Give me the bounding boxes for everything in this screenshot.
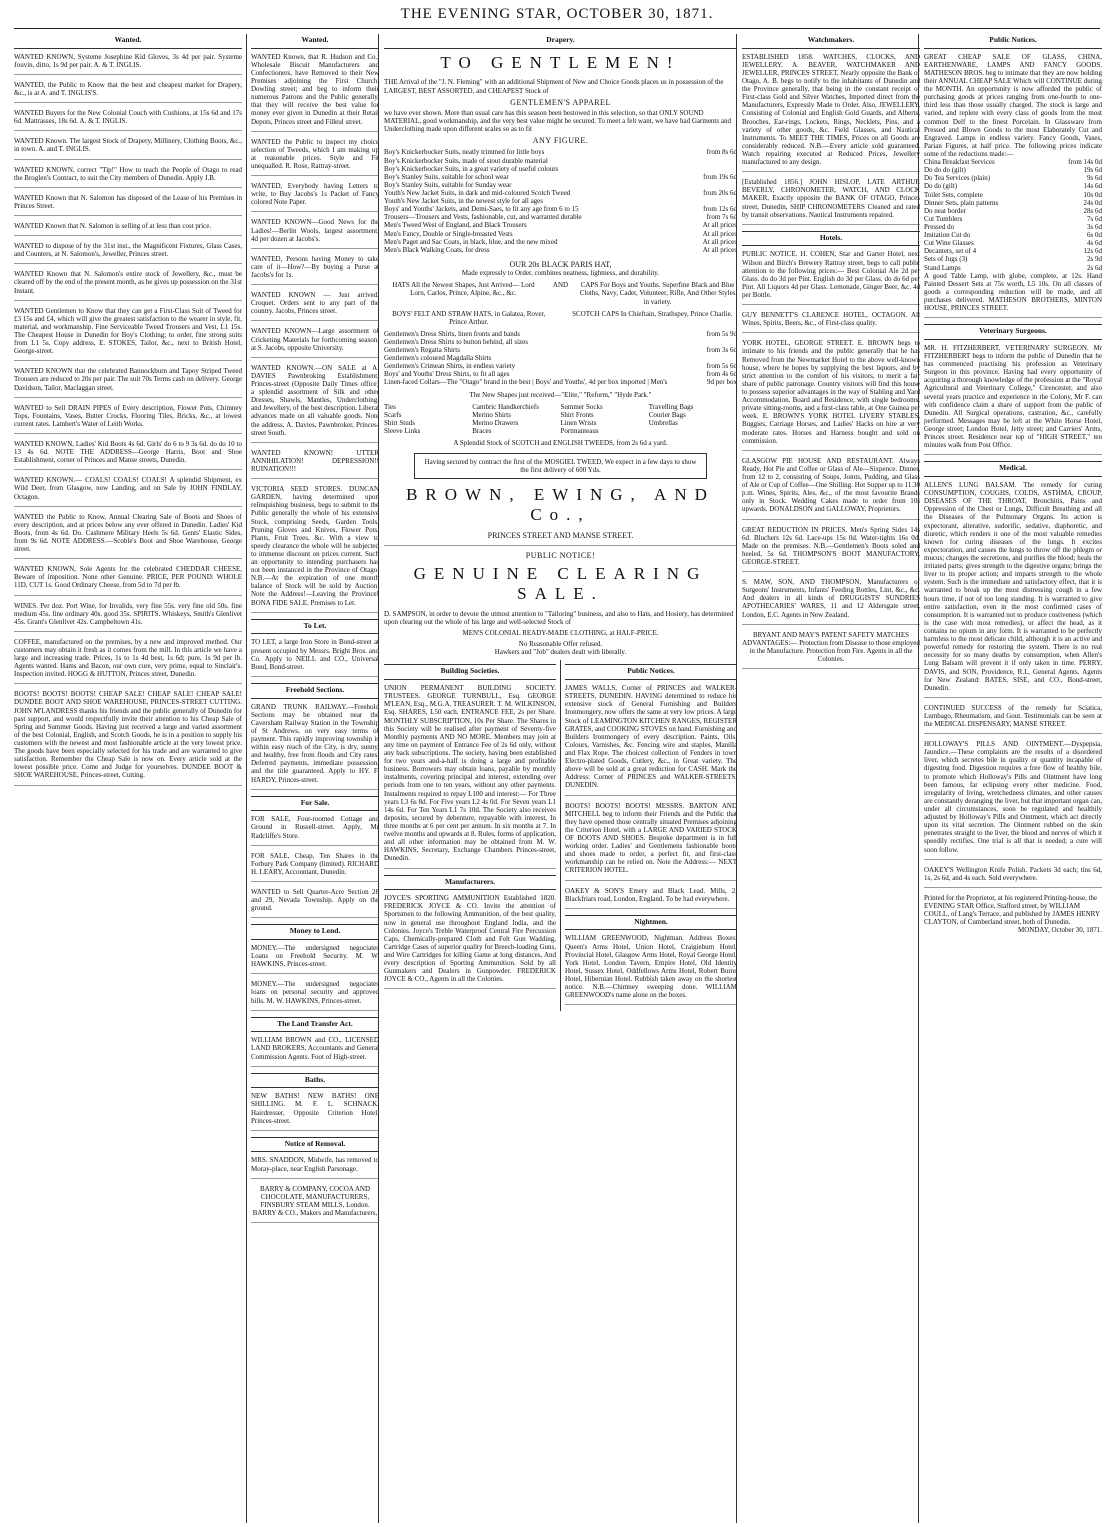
barton-ad: BOOTS! BOOTS! BOOTS! MESSRS. BARTON AND MITCHELL beg to inform their Friends and the Public that they have opened those centrally situated Premises adjoining the Criterion Hotel, with a LARGE AND VARIED STOCK OF BOOTS AND SHOES. Bespoke department is in full working order. Ladies' and Gentlemens fashionable boots and shoes made to order, a perfect fit, and first-class workmanship can be relied on. Note the Address:— NEXT CRITERION HOTEL.: [565, 802, 737, 881]
item-entry: Umbrellas: [648, 418, 678, 427]
wanted-ad: [14, 404, 242, 434]
forsale-ad-text: WANTED to Sell Quarter-Acre Section 28 and 29, Nevada Township. Apply on the ground.: [251, 887, 379, 913]
wanted-ad-text: WANTED to Sell DRAIN PIPES of Every description, Flower Pots, Chimney Tops, Fountains, Vases, Butter Crocks, Flooring Tiles, Bricks, &c., at lowest current rates. Lambert's Water of Leith Works.: [14, 403, 242, 428]
suit-row-price: from 20s 6d: [703, 189, 737, 198]
sampson-text: D. SAMPSON, in order to devote the utmost attention to "Tailoring" business, and also to Hats, and Hosiery, has determined upon clearing out the whole of his large and well-selected Stock of: [384, 609, 734, 626]
wanted-ad: [14, 137, 242, 159]
item-entry: [649, 427, 737, 435]
shirt-row: [384, 338, 737, 346]
price-row-label: Dinner Sets, plain patterns: [924, 198, 999, 207]
wanted-ad-2-text: WANTED, Everybody having Letters to write, to Buy Jacobs's 1s Packet of Fancy colored Note Paper.: [251, 182, 379, 207]
suit-row: [384, 181, 737, 189]
section-header-manufacturers: Manufacturers.: [384, 875, 556, 891]
section-header-watchmakers: Watchmakers.: [742, 34, 920, 49]
shirt-row-label: Linen-faced Collars—The "Otago" brand in the best | Boys' and Youths', 4d per box imported | Men's: [384, 378, 668, 387]
suit-row: [384, 157, 737, 165]
suit-row-price: At all prices: [702, 221, 737, 230]
suit-row: [384, 197, 737, 205]
wanted-ad-text: WANTED KNOWN, Sole Agents for the celebrated CHEDDAR CHEESE, Beware of imposition. None other Genuine. PRICE, PER POUND: WHOLE 11D, CUT 1s. Good Ordinary Cheese, from 5d to 7d per lb.: [14, 565, 242, 590]
subcolumn-right: [560, 660, 737, 1011]
item-entry: Sleeve Links: [384, 427, 421, 436]
suit-row: [384, 165, 737, 173]
mens-clothing-line: MEN'S COLONIAL READY-MADE CLOTHING, at HALF-PRICE.: [462, 629, 659, 638]
section-header-nightmen: Nightmen.: [565, 915, 737, 931]
section-header-baths: Baths.: [251, 1073, 379, 1089]
section-header-freehold: Freehold Sections.: [251, 683, 379, 699]
shirt-row-label: Boys' and Youths' Dress Shirts, to fit all ages: [384, 370, 510, 379]
matheson-ad: GREAT CHEAP SALE OF GLASS, CHINA, EARTHENWARE, LAMPS AND FANCY GOODS. MATHESON BROS. beg to intimate that they are now holding their ANNUAL CHEAP SALE Which will CONTINUE during the MONTH. An opportunity is now afforded the public of purchasing goods at prices ranging from one-fourth to one-third less than those usually charged. The stock is large and varied, and replete with every class of goods from the most common Delf to the finest Porcelain. In Glassware from Pressed and Blown Goods to the most Elaborately Cut and Engraved. Lamps in endless variety. Fancy Goods, Vases, Parian Figures, at half price. The following prices indicate some of the reductions made:— China Breakfast Services from 14s 0d Do do do (gilt) 19s 6d Do Tea Services (plain) 9s 6d Do do (gilt) 14s 6d Toilet Sets, complete 10s 0d Dinner Sets, plain patterns 24s 0d Do neat border 28s 6d Cut Tumblers 7s 6d Pressed do 3s 6d Imitation Cut do 6s 0d Cut Wine Glasses 4s 6d Decanters, set of 4 12s 6d Sets of Jugs (3) 2s 9d Stand Lamps 2s 6d A good Table Lamp, with globe, complete, at 12s. Hand Painted Dessert Sets at 75s worth, L5 10s. On all classes of goods a corresponding reduction will be made, and all purchases delivered. MATHESON BROTHERS, MINTON HOUSE, PRINCES STREET.: [924, 53, 1102, 319]
price-row-label: Imitation Cut do: [924, 231, 971, 240]
price-row-label: Pressed do: [924, 222, 955, 231]
suit-row: [384, 238, 737, 246]
union-ad: UNION PERMANENT BUILDING SOCIETY. TRUSTEES. GEORGE TURNBULL, Esq. GEORGE M'LEAN, Esq., M.G.A. TREASURER. T. M. WILKINSON, Esq. SHARES, L50 each. ENTRANCE FEE, 2s per Share. MONTHLY SUBSCRIPTION, 10s Per Share. The Shares in this Society will be realised after payment of Seventy-five Monthly payments AND NO MORE. Members may join at any time on payment of Entrance Fee of 2s 6d only, without any back subscriptions. The society, having been established for two years and-a-half is doing a large and profitable business. Borrowers may obtain loans, payable by monthly instalments, covering principal and interest, extending over periods from one to ten years, without any other payments. Instalments required to repay L100 and interest:— For Three years L3 6s 8d. For Five years L2 4s 0d. For Seven years L1 14s 6d. For Ten Years L1 7s 10d. The Society also receives deposits, secured by debenture, repayable with interest, In three months at 6 per cent per annum. In six months at 7. In twelve months and upwards at 8. Rules, forms of application, and all other information may be obtained from M. W. HAWKINS, Secretary, Exchange Chambers Princes-street, Dunedin.: [384, 684, 556, 868]
price-row-label: Cut Tumblers: [924, 214, 963, 223]
wanted-ad-text: WANTED Gentlemen to Know that they can get a First-Class Suit of Tweed for £3 15s and £4, which will give the greatest satisfaction to the wearer in style, fit, material, and workmanship. Fine Serviceable Tweed Trousers and Vest, L1 15s. The Cheapest House in Dunedin for Boy's Clothing; to order, fine strong suits from L1 5s. Copy address, E. STOKES, Tailor, &c., next to British Hotel, George-street.: [14, 306, 242, 356]
suit-row-price: from 8s 6d: [706, 148, 737, 157]
wanted-ad-2-text: WANTED KNOWN—Good News for the Ladies!—Berlin Wools, largest assortment, 4d per dozen at Jacobs's.: [251, 218, 379, 243]
money-ad: [251, 944, 379, 974]
wanted-ad: [14, 166, 242, 188]
hawkers-line: Hawkers and "Job" dealers dealt with liberally.: [494, 648, 627, 657]
wanted-ad: [14, 690, 242, 785]
matheson-price-list: [924, 158, 1102, 272]
shirt-row-label: Gentlemen's Crimean Shirts, in endless variety: [384, 362, 516, 371]
paris-hat-title: OUR 20s BLACK PARIS HAT,: [509, 259, 612, 269]
wanted-ad-2-text: WANTED, Persons having Money to take care of it—How?—By buying a Purse at Jacobs's for 1s.: [251, 254, 379, 279]
section-header-forsale: For Sale.: [251, 796, 379, 812]
price-row: [924, 199, 1102, 207]
to-gentlemen-title: TO GENTLEMEN!: [440, 52, 681, 72]
column-wanted-2: [246, 34, 379, 1523]
suit-row-label: Youth's New Jacket Suits, in dark and mid-coloured Scotch Tweed: [384, 189, 571, 198]
wanted-ad-text: WANTED KNOWN that the celebrated Bannockburn and Tapoy Striped Tweed Trousers are reduced to 20s per pair. The suit 70s Terms cash on delivery. George Davidson, Tailor, Maclaggan street.: [14, 367, 242, 392]
tweeds-line: A Splendid Stock of SCOTCH and ENGLISH TWEEDS, from 2s 6d a yard.: [453, 439, 668, 448]
price-row: [924, 207, 1102, 215]
bryant-ad: BRYANT AND MAY'S PATENT SAFETY MATCHES ADVANTAGES:— Protection from Disease to those employed in the Manufacture. Protection from Fire. Agents in all the Colonies.: [742, 631, 920, 669]
section-header-veterinary: Veterinary Surgeons.: [924, 324, 1102, 340]
price-row-label: Cut Wine Glasses: [924, 239, 974, 248]
suit-row-price: from 19s 6d: [703, 172, 737, 181]
price-row-price: 28s 6d: [1083, 206, 1102, 215]
brown-ewing-title: BROWN, EWING, AND Co.,: [406, 485, 715, 525]
section-header-money: Money to Lend.: [251, 924, 379, 940]
suit-row-label: Men's Paget and Sac Coats, in black, blue, and the new mixed: [384, 237, 558, 246]
wanted-ad: [14, 602, 242, 632]
caps-block: CAPS For Boys and Youths. Superfine Black and Blue Cloths, Navy, Cadet, Volunteer, Rifle, And Other Styles in variety.: [579, 281, 736, 306]
wanted-ad-text: WANTED Known that N. Salomon has disposed of the Lease of his Premises in Princes Street.: [14, 193, 242, 210]
money-ad: [251, 980, 379, 1010]
york-ad: YORK HOTEL, GEORGE STREET. E. BROWN begs to intimate to his friends and the public generally that he has Removed from the Newmarket Hotel to the above well-known house, where he hopes by supplying the best liquors, and by strict attention to the comfort of his visitors, to merit a fair share of public patronage. Country visitors will find this house to possess superior advantages in the way of Stabling and Yard Accommodation. Board and Residence, with single bedrooms, private sitting-rooms, and a first-class table, at One Guinea per week. E. BROWN'S YORK HOTEL LIVERY STABLES, Buggies, Carriage Horses, and Ladies' Hacks on hire at very moderate rates. Horses and Harness bought and sold on commission.: [742, 339, 920, 450]
wanted-ad: [14, 638, 242, 685]
suit-row: [384, 230, 737, 238]
suit-row-label: Boy's Knickerbocker Suits, in a great variety of useful colours: [384, 164, 559, 173]
price-row-label: Do do (gilt): [924, 182, 958, 191]
wanted-ad-2: [251, 291, 379, 321]
price-row: [924, 223, 1102, 231]
shirt-row-label: Gentlemen's Dress Shirts to button behind, all sizes: [384, 337, 528, 346]
wanted-ad-text: WANTED KNOWN.— COALS! COALS! COALS! A splendid Shipment, ex Wild Deer, from Glasgow, now Landing, and on Sale by JOHN FINDLAY, Octagon.: [14, 476, 242, 501]
maw-ad: S. MAW, SON, AND THOMPSON, Manufacturers of Surgeons' Instruments, Infants' Feeding Bottles, Lint, &c., &c. And dealers in all kinds of DRUGGISTS' SUNDRIES APOTHECARIES' WARES, 11 and 12 Aldersgate street, London, E.C. Agents in New Zealand.: [742, 578, 920, 625]
imprint-date: MONDAY, October 30, 1871.: [1018, 926, 1102, 935]
item-entry: Courier Bags: [648, 410, 686, 419]
price-row: [924, 215, 1102, 223]
item-entry: Braces: [472, 427, 492, 436]
suit-row-price: At all prices: [702, 229, 737, 238]
shirt-row-label: Gentlemen's Regatta Shirts: [384, 346, 460, 355]
price-row-price: 4s 6d: [1087, 239, 1102, 248]
wanted-ad-text: WINES. Per doz. Port Wine, for Invalids, very fine 55s. very fine old 50s. fine medium 45s. fine ordinary 40s. good 35s. SPIRITS. Whiskeys, Smith's Glenlivet 45s. Grant's Glenlivet 42s. Campbeltown 41s.: [14, 601, 242, 626]
holloway-ad: HOLLOWAY'S PILLS AND OINTMENT.—Dyspepsia, Jaundice.—These complaints are the results of a disordered liver, which secretes bile in quality or quantity incapable of digesting food. Digestion requires a free flow of healthy bile, to promote which Holloway's Pills and Ointment have long been famous, far eclipsing every other medicine. Food, irregularity of living, wretchedness climates, and other causes are constantly deranging the liver, but that important organ can, under all circumstances, soon be regulated and healthily adjusted by Holloway's Pills and Ointment, which act directly upon its vital secretion. The Ointment rubbed on the skin penetrates straight to the liver, the blood and nerves of which it speedily rectifies. One trial is all that is needed; a cure will soon follow.: [924, 740, 1102, 860]
wanted-ad-text: WANTED KNOWN, Ladies' Kid Boots 4s 6d. Girls' do 6 to 9 3s 6d. do do 10 to 13 4s 6d. NOTE THE ADDRESS—George Harris, Boot and Shoe Establishment, corner of Princes and Manse streets, Dunedin.: [14, 439, 242, 465]
price-row: [924, 255, 1102, 263]
removal-ad: MRS. SNADDON, Midwife, has removed to Moray-place, near English Parsonage.: [251, 1156, 379, 1178]
suit-row-label: Men's Fancy, Double or Single-breasted Vests: [384, 229, 513, 238]
price-row: [924, 182, 1102, 190]
wanted-ad: [14, 242, 242, 264]
column-public-notices: [918, 34, 1102, 1523]
wanted-ad-2-text: WANTED KNOWN.—ON SALE at A. DAVIES Pawnbroking Establishment, Princes-street (Opposite Daily Times office) a splendid assortment of Silk and other Dresses, Shawls, Mantles, Underclothing, and Jewellery, of the best description. Liberal advances made on all valuable goods. Note the address, A. Davies, Pawnbroker, Princes-street South.: [251, 363, 379, 437]
drapery-intro-2: we have ever shown. More than usual care has this season been bestowed in this selection, so that ONLY SOUND MATERIAL, good workmanship, and the very best value might be secured. To meet a felt want, we have had Garments and Underclothing made upon different scales so as to fit: [384, 108, 731, 134]
price-row-price: 12s 6d: [1083, 247, 1102, 256]
item-entry: Ties: [384, 402, 396, 411]
suit-row-label: Men's Black Walking Coats, for dress: [384, 245, 490, 254]
forsale-ad-text: FOR SALE, Cheap, Ten Shares in the Forbury Park Company (limited). RICHARD H. LEARY, Accountant, Dunedin.: [251, 851, 379, 876]
section-header-public-notices: Public Notices.: [924, 34, 1102, 49]
price-row-label: Stand Lamps: [924, 263, 961, 272]
wanted-ad: [14, 565, 242, 595]
price-row: [924, 166, 1102, 174]
apparel-heading: GENTLEMEN'S APPAREL: [510, 97, 611, 107]
wanted-ad-text: WANTED the Public to Know, Annual Clearing Sale of Boots and Shoes of every description, and at prices below any ever offered in Dunedin. Ladies' Kid Boots, from 4s 6d. Do. Cashmere Military Heels 5s 6d. Gents' Elastic Sides, from 9s 6d. NOTE ADDRESS.—Scoble's Boot and Shoe Warehouse, George street.: [14, 512, 242, 554]
price-row-price: 19s 6d: [1083, 166, 1102, 175]
price-row-label: Toilet Sets, complete: [924, 190, 983, 199]
price-row-label: Do do do (gilt): [924, 166, 966, 175]
shirt-row: [384, 362, 737, 370]
any-figure-heading: ANY FIGURE.: [532, 136, 589, 146]
public-notice-title: PUBLIC NOTICE!: [525, 551, 596, 561]
forsale-ad: [251, 852, 379, 882]
suit-row-price: from 12s 6d: [703, 205, 737, 214]
reduction-ad: GREAT REDUCTION IN PRICES. Men's Spring Sides 14s 6d. Bluchers 12s 6d. Lace-ups 15s 0d. Water-tights 16s 0d. Made on the premises. N.B.—Gentlemen's Boots soled and heeled, 5s 6d. THOMPSON'S BOOT MANUFACTORY, GEORGE-STREET.: [742, 526, 920, 573]
wanted-ad-2-text: WANTED the Public to inspect my choice selection of Tweeds, which I am making up at reasonable prices. Style and Fit unequalled. R. Rose, Rattray-street.: [251, 137, 379, 170]
price-row-label: Do Tea Services (plain): [924, 174, 991, 183]
brown-ewing-address: PRINCES STREET AND MANSE STREET.: [384, 531, 737, 546]
price-row-label: Decanters, set of 4: [924, 247, 977, 256]
tolet-ad: TO LET, a large Iron Store in Bond-street at present occupied by Messrs. Bright Bros. and Co. Apply to NEILL and CO., Universal Bond, Bond-street.: [251, 638, 379, 676]
wanted-ad: [14, 194, 242, 216]
shirt-row: [384, 330, 737, 338]
price-row-price: 7s 6d: [1087, 214, 1102, 223]
shirt-row: [384, 378, 737, 386]
suit-row-label: Boy's Stanley Suits, suitable for school wear: [384, 172, 509, 181]
hats-block: HATS All the Newest Shapes, Just Arrived— Lord Lorn, Carlos, Prince, Alpine, &c., &c.: [392, 281, 535, 298]
wanted-ad-2-text: WANTED KNOWN—Large assortment of Cricketing Materials for forthcoming season, at S. Jacobs, opposite University.: [251, 327, 379, 352]
subcolumn-left: [384, 660, 556, 1011]
forsale-ad: [251, 888, 379, 918]
suit-row: [384, 246, 737, 254]
cohen-ad: PUBLIC NOTICE. H. COHEN, Star and Garter Hotel, next Wilson and Birch's Brewery Rattray street, begs to call public attention to the following prices:— Best Colonial Ale 2d per Glass. do do 3d per Pint. English do 3d per Glass. do do 6d per Pint. All Liquors 4d per Glass. Lemonade, Ginger Beer, &c. 4d per Bottle.: [742, 250, 920, 305]
wanted-ad-2: [251, 364, 379, 443]
shirt-row-label: Gentlemen's coloured Magdalla Shirts: [384, 354, 492, 363]
column-drapery: [378, 34, 737, 1523]
bennett-ad: GUY BENNETT'S CLARENCE HOTEL, OCTAGON. All Wines, Spirits, Beers, &c., of First-class quality.: [742, 311, 920, 333]
shirt-row-price: 9d per box: [707, 378, 737, 387]
shirt-row-label: Gentlemen's Dress Shirts, linen fronts and bands: [384, 329, 520, 338]
new-shapes-line: The New Shapes just received—"Elite," "Reform," "Hyde Park.": [469, 390, 652, 399]
shirt-row-price: from 3s 6d: [706, 346, 737, 355]
section-header-land: The Land Transfer Act.: [251, 1017, 379, 1033]
wanted-ad: [14, 367, 242, 397]
straw-hats-block: BOYS' FELT AND STRAW HATS, in Galatea, Rover, Prince Arthur.: [392, 309, 546, 326]
item-entry: Summer Socks: [560, 402, 603, 411]
price-row-price: 2s 9d: [1087, 255, 1102, 264]
wanted-ad-2-text: WANTED KNOWN! UTTER ANNIHILATION! DEPRESSION!! RUINATION!!!: [251, 448, 379, 473]
masthead-rule: [14, 28, 1100, 29]
freehold-ad: GRAND TRUNK RAILWAY.—Freehold Sections may be obtained near the Caversham Railway Station in the Township of St Andrews, on very easy terms of payment. This rapidly improving township is within easy reach of the City, is dry, sunny, and healthy, free from floods and City rates. Deferred payments, immediate possession, and the title guaranteed. Apply to HY. F. HARDY, Princes-street.: [251, 703, 379, 790]
price-row-price: 10s 0d: [1083, 190, 1102, 199]
wanted-ad-text: BOOTS! BOOTS! BOOTS! CHEAP SALE! CHEAP SALE! CHEAP SALE! DUNDEE BOOT AND SHOE WAREHOUSE, PRINCES-STREET CUTTING. JOHN M'LANDRESS thanks his friends and the public generally of Dunedin for past support, and would respectfully invite their attention to his Cheap Sale of Spring and Summer Goods. Having just received a large and varied assortment of the best Colonial, English, and Scotch Goods, he is in a position to supply his customers with the newest and most fashionable article at the very lowest price. The goods have been especially selected for his trade and are warranted to give satisfaction. Remember the Cheap Sale is now on. Every article sold at the lowest possible price. Come and Judge for yourselves. DUNDEE BOOT & SHOE WAREHOUSE, Princes-street, Cutting.: [14, 690, 242, 780]
item-entry: Scarfs: [384, 410, 402, 419]
section-header-medical: Medical.: [924, 461, 1102, 477]
wanted-ad-2: [251, 182, 379, 212]
suit-row: [384, 148, 737, 156]
suit-row-label: Youth's New Jacket Suits, in the newest style for all ages: [384, 197, 544, 206]
barry-ad: BARRY & COMPANY, COCOA AND CHOCOLATE, MANUFACTURERS, FINSBURY STEAM MILLS, London. BARRY & CO., Makers and Manufacturers,: [251, 1185, 379, 1223]
price-row-label: Sets of Jugs (3): [924, 255, 968, 264]
price-row-label: China Breakfast Services: [924, 158, 995, 167]
wanted-ad: [14, 109, 242, 131]
wanted-ad-2: [251, 138, 379, 176]
item-entry: Travelling Bags: [648, 402, 694, 411]
paris-hat-sub: Made expressly to Order, combines neatness, lightness, and durability.: [461, 269, 660, 278]
wanted-ad-2: [251, 255, 379, 285]
shirt-row: [384, 370, 737, 378]
section-header-hotels: Hotels.: [742, 231, 920, 247]
wanted-ad-text: WANTED, the Public to Know that the best and cheapest market for Drapery, &c., is at A. and T. INGLIS'S.: [14, 80, 242, 98]
section-header-drapery: Drapery.: [384, 34, 737, 49]
walls-ad: JAMES WALLS, Corner of PRINCES and WALKER-STREETS, DUNEDIN. HAVING determined to reduce his extensive stock of General Furnishing and Builders Ironmongery, now offers the same at very low prices. A large Stock of LEAMINGTON KITCHEN RANGES, REGISTER GRATES, and COOKING STOVES on hand. Furnishing and Builders Ironmongery of every description. Paints, Oils, Colours, Varnishes, &c. Fencing wire and staples, Manilla and Flax Rope. The choicest collection of Fenders in town Electro-plated Goods, Cutlery, &c., in Great variety. The above will be sold at a great reduction for CASH. Mark the Address: Corner of PRINCES and WALKER-STREETS, DUNEDIN.: [565, 684, 737, 795]
wanted-ad-text: COFFEE, manufactured on the premises, by a new and improved method. Our customers may obtain it fresh as it comes from the mill. In this article we have a large and increasing trade. Prices, 1s to 1s 4d best, 1s 6d; pure, 1s 9d per lb. Agents wanted. Hams and Bacon, our own cure, very prime, equal to Sinclair's. Inspection invited. HOGG & HUTTON, Princes street, Dunedin.: [14, 637, 242, 679]
column-wanted: [14, 34, 242, 1523]
suit-row: [384, 173, 737, 181]
section-header-public-notices-2: Public Notices.: [565, 664, 737, 680]
wanted-ad-text: WANTED KNOWN, Systeme Josephine Kid Gloves, 3s 4d per pair. Systeme Jouvin, ditto, 1s 9d per pair. A. & T. INGLIS.: [14, 52, 242, 69]
wanted-ad-2: [251, 218, 379, 248]
wanted-ad-text: WANTED Buyers for the New Colonial Couch with Cushions, at 15s 6d and 17s 6d. Mattrasses, 18s 6d. A. & T. INGLIS.: [14, 109, 242, 126]
suit-row-label: Boy's Knickerbocker Suits, made of stout durable material: [384, 156, 548, 165]
suit-row-price: At all prices: [702, 237, 737, 246]
suit-row-label: Boy's Stanley Suits, suitable for Sunday wear: [384, 180, 512, 189]
section-header-tolet: To Let.: [251, 619, 379, 635]
forsale-ad-text: FOR SALE, Four-roomed Cottage and Ground in Russell-street. Apply, Mr Radcliffe's Store.: [251, 815, 379, 840]
no-offer-line: No Reasonable Offer refused.: [518, 640, 603, 649]
price-row: [924, 231, 1102, 239]
scotch-caps-block: SCOTCH CAPS In Chieftain, Strathspey, Prince Charlie.: [572, 309, 733, 318]
wanted-ad-text: WANTED Known that N. Salomon is selling of at less than cost price.: [14, 222, 212, 230]
wanted-ad-2: [251, 449, 379, 479]
price-row: [924, 158, 1102, 166]
wanted-ad-2-text: VICTORIA SEED STORES. DUNCAN GARDEN, having determined upon relinquishing business, begs to submit to the Public generally the whole of his extensive Stock, comprising Seeds, Garden Tools, Pruning Gloves and Knives, Flower Pots, Plants, Fruit Trees, &c. With a view to speedy clearance the whole will be subjected to immense discount on prices current. Such an opportunity to intending purchasers has not been instanced in the Province of Otago. N.B.—At the expiration of one month balance of Stock will be sold by Auction. Note the Address!—Leaving the Province! BONA FIDE SALE. Premises to Let.: [251, 485, 379, 607]
item-entry: Merino Drawers: [472, 418, 519, 427]
joyce-ad: JOYCE'S SPORTING AMMUNITION Established 1820. FREDERICK JOYCE & CO. Invite the attention of Sportsmen to the following Ammunition, of the best quality, now in general use throughout England India, and the Colonies. Joyce's Treble Waterproof Central Fire Percussion Caps, Chemically-prepared Cloth and Felt Gun Wadding, Cartridge Cases of superior quality for Breech-loading Guns, and Wire Cartridges for killing Game at long distances, And every description of Sporting Ammunition. Sold by all Gunmakers and Dealers in Gunpowder. FREDERICK JOYCE & CO., Agents in all the Colonies.: [384, 894, 556, 989]
shirt-row-price: from 5s 9d: [706, 329, 737, 338]
drapery-subcolumns: [384, 660, 737, 1011]
price-row-price: 3s 6d: [1087, 222, 1102, 231]
straw-scotch-row: [384, 310, 737, 326]
baths-ad: NEW BATHS! NEW BATHS! ONE SHILLING. M. F. L. SCHNACK, Hairdresser, Opposite Criterion Hotel, Princes-street.: [251, 1092, 379, 1130]
wanted-ad-2-text: WANTED KNOWN — Just arrived, Croquet. Orders sent to any part of the country. Jacobs, Princes street.: [251, 291, 379, 316]
price-row-price: 24s 0d: [1083, 198, 1102, 207]
item-entry: Merino Shirts: [472, 410, 511, 419]
price-row-price: 6s 0d: [1087, 231, 1102, 240]
suit-row: [384, 221, 737, 229]
money-ad-text: MONEY.—The undersigned negociates loans on personal security and approved bills. M. W. HAWKINS, Princes-street.: [251, 980, 379, 1005]
item-entry: Cambric Handkerchiefs: [472, 402, 539, 411]
hislop-ad: [Established 1856.] JOHN HISLOP, LATE ARTHUR BEVERLY, CHRONOMETER, WATCH, AND CLOCK MAKER, Exactly opposite the BANK OF OTAGO, Princes street, Dunedin, SHIP CHRONOMETERS Cleaned and rated by transit observations. Nautical Instruments repaired.: [742, 178, 920, 225]
hats-caps-row: [384, 281, 737, 305]
price-row: [924, 247, 1102, 255]
price-row: [924, 191, 1102, 199]
wanted-ad-text: WANTED to dispose of by the 31st inst., the Magnificent Fixtures, Glass Cases, and Counters, at N. Salomon's, Jeweller, Princes street.: [14, 242, 242, 259]
hats-and: AND: [552, 281, 569, 290]
shirt-row-price: from 5s 6d: [706, 362, 737, 371]
vet-ad: MR. H. FITZHERBERT, VETERINARY SURGEON. Mr FITZHERBERT begs to inform the public of Dunedin that he has commenced practising his profession as Veterinary Surgeon in this province. Having had every opportunity of acquiring a thorough knowledge of the profession at the "Royal Agricultural and Veterinary College," Cirencester, and also several years practice and experience in the Colony, Mr F. can with confidence claim a share of support from the public of Dunedin. All Surgical operations, castration, &c., carefully performed. Messages may be left at the White Horse Hotel, George street; London Hotel, Jetty street; and Carriers' Arms, Princes street. Residence near top of "HIGH STREET," ten minutes walk from Post Office.: [924, 344, 1102, 455]
column-watchmakers: [736, 34, 920, 1523]
suit-row-price: At all prices: [702, 245, 737, 254]
masthead: THE EVENING STAR, OCTOBER 30, 1871.: [400, 6, 714, 22]
wanted-ad-2: [251, 485, 379, 613]
oakey-emery-ad: OAKEY & SON'S Emery and Black Lead. Mills, 2, Blackfriars road, London, England. To be had everywhere.: [565, 887, 737, 909]
wanted-ad-2-text: WANTED Known, that R. Hudson and Co., Wholesale Biscuit Manufacturers and Confectioners, have Removed to their New Premises adjoining the First Church, Dowling street; and beg to inform their numerous Patrons and the Public generally, that they will receive the best value for money ever given in Dunedin at their Retail Depots, Princes street and Filleul street.: [251, 52, 379, 126]
wanted-ad: [14, 307, 242, 362]
forsale-ad: [251, 815, 379, 845]
wanted-ads-list-2: [251, 53, 379, 613]
mosgiel-box: Having secured by contract the first of the MOSGIEL TWEED, We expect in a few days to show the first delivery of 600 Yds.: [414, 453, 707, 479]
item-entry: Shirt Fronts: [560, 410, 594, 419]
wanted-ad: [14, 440, 242, 470]
section-header-wanted: Wanted.: [14, 34, 242, 49]
section-header-building: Building Societies.: [384, 664, 556, 680]
item-entry: Portmanteaus: [560, 427, 599, 436]
wanted-ad: [14, 513, 242, 560]
money-list: [251, 944, 379, 1011]
drapery-intro: THE Arrival of the "J. N. Fleming" with an additional Shipment of New and Choice Goods places us in possession of the LARGEST, BEST ASSORTED, and CHEAPEST Stock of: [384, 78, 724, 95]
suit-row: [384, 205, 737, 213]
money-ad-text: MONEY.—The undersigned negociates Loans on Freehold Security. M. W. HAWKINS, Princes-street.: [251, 943, 379, 969]
suit-row-label: Boys' and Youths' Jackets, and Demi-Saes, to fit any age from 6 to 15: [384, 205, 579, 214]
allen-ad: ALLEN'S LUNG BALSAM. The remedy for curing CONSUMPTION, COUGHS, COLDS, ASTHMA, CROUP, DISEASES OF THE THROAT, Bronchitis, Pains and Oppression of the Chest or Lungs, Difficult Breathing and all the Diseases of the Pulmonary Organs. Its action is expectorant, alterative, sudorific, sedative, diaphoretic, and diuretic, which renders it one of the most valuable remedies known for curing diseases of the lungs. It excites expectoration, and causes the lungs to throw off the phlegm or mucus; changes the secretions, and purifies the blood; heals the irritated parts; gives strength to the digestive organs; brings the liver to its proper action; and imparts strength to the whole system. Such is the immediate and satisfactory effect, that it is warranted to break up the most distressing cough in a few hours time, if not of too long standing. It is warranted to give entire satisfaction, even in the most confirmed cases of consumption. It is warranted not to produce costiveness (which is the case with most remedies), or affect the head, as it contains no opium in any form. It is warranted to be perfectly harmless to the most delicate child, although it is an active and powerful remedy for restoring the system. There is no real necessity for so many deaths by consumption, when Allen's Lung Balsam will prevent it if only taken in time. PERRY, DAVIS, and SON, Providence, R.I., General Agents. Agents for New Zealand: BATES, SISE, and CO., Bond-street, Dunedin.: [924, 481, 1102, 698]
suit-row-label: Men's Tweed West of England, and Black Trousers: [384, 221, 527, 230]
suit-row: [384, 213, 737, 221]
forsale-list: [251, 815, 379, 918]
price-row-price: from 14s 0d: [1068, 158, 1102, 167]
section-header-wanted-2: Wanted.: [251, 34, 379, 49]
price-row-price: 9s 6d: [1087, 174, 1102, 183]
wanted-ad: [14, 222, 242, 236]
items-grid: [384, 403, 737, 435]
item-entry: Linen Wrists: [560, 418, 597, 427]
shirt-row: [384, 346, 737, 354]
price-row-label: Do neat border: [924, 206, 966, 215]
price-row: [924, 174, 1102, 182]
price-row: [924, 239, 1102, 247]
suit-row: [384, 189, 737, 197]
imprint: Printed for the Proprietor, at his registered Printing-house, the EVENING STAR Office, Stafford street, by WILLIAM COULL, of Lang's Terrace, and published by JAMES HENRY CLAYTON, of Cumberland street, both of Dunedin.: [924, 893, 1100, 927]
wanted-ad: [14, 81, 242, 103]
oakey-knife-ad: OAKEY'S Wellington Knife Polish. Packets 3d each; tins 6d, 1s, 2s 6d, and 4s each. Sold everywhere.: [924, 866, 1102, 888]
suit-row-label: Trousers—Trousers and Vests, fashionable, cut, and warranted durable: [384, 213, 582, 222]
wanted-ad-text: WANTED KNOWN, correct "Tip!" How to teach the People of Otago to read the Broglen's Contract, to suit the City members of Dunedin. Apply J.B.: [14, 165, 242, 182]
land-ad: WILLIAM BROWN and CO., LICENSED LAND BROKERS, Accountants and General Commission Agents. Foot of High-street.: [251, 1036, 379, 1066]
beaver-ad: ESTABLISHED 1858. WATCHES, CLOCKS, AND JEWELLERY. A. BEAVER, WATCHMAKER AND JEWELLER, PRINCES STREET, Nearly opposite the Bank of Otago, A. B. begs to notify to the inhabitants of Dunedin and the Province generally, that being in the constant receipt of First-class Gold and Silver Watches, Imported direct from the Manufacturers, Expressly Made to Order. Also, JEWELLERY, Consisting of Colonial and English Gold Guards, and Alberts, Brooches, Ear-rings, Lockets, Rings, Necklets, Pins, and a variety of other goods, &c. Field Glasses, and Nautical Instruments. To MEET THE TIMES, Prices on all Goods are considerably reduced. N.B.—Every article sold guaranteed. Watch repairing executed at Reduced Prices, Jewellery manufactured to any design.: [742, 53, 920, 173]
wanted-ad-text: WANTED Known that N. Salomon's entire stock of Jewellery, &c., must be cleared off by the end of the present month, as he gives up possession on the 31st Instant.: [14, 270, 242, 295]
suits-price-list: [384, 148, 737, 253]
shirts-price-list: [384, 330, 737, 387]
price-row-price: 14s 6d: [1083, 182, 1102, 191]
wanted-ad: [14, 270, 242, 300]
item-entry: Shirt Studs: [384, 418, 415, 427]
section-header-removal: Notice of Removal.: [251, 1137, 379, 1153]
wanted-ad: [14, 476, 242, 506]
continued-ad: CONTINUED SUCCESS of the remedy for Sciatica, Lumbago, Rheumatism, and Gout. Testimonials can be seen at the MEDICAL DISPENSARY, MANSE STREET.: [924, 704, 1102, 734]
wanted-ads-list: [14, 53, 242, 786]
glasgow-ad: GLASGOW PIE HOUSE AND RESTAURANT. Always Ready, Hot Pie and Coffee or Glass of Ale—Sixpence. Dinner, from 12 to 2, consisting of Soups, Joints, Pudding, and Glass of Ale or Cup of Coffee—One Shilling. Hot Supper up to 11.30 p.m. Wines, Spirits, Ales, &c., of the most favourite Brands only in Stock. Wedding Cakes made to order from 10s upwards. DONALDSON and GALLOWAY, Proprietors.: [742, 457, 920, 520]
clearing-sale-title: GENUINE CLEARING SALE.: [413, 564, 708, 604]
shirt-row-price: from 4s 6d: [706, 370, 737, 379]
price-row-price: 2s 6d: [1087, 263, 1102, 272]
greenwood-ad: WILLIAM GREENWOOD, Nightman. Address Boxes: Queen's Arms Hotel, Union Hotel, Craigieburn Hotel, Provincial Hotel, Glasgow Arms Hotel, Royal George Hotel, York Hotel, London Tavern, Empire Hotel, Old Identity Hotel, Sussex Hotel, Oddfellows Arms Hotel, Robert Burns Hotel, Hibernian Hotel. Rubbish taken away on the shortest notice. N.B.—Chimney sweeping done. WILLIAM GREENWOOD's name alone on the boxes.: [565, 934, 737, 1005]
wanted-ad-2: [251, 327, 379, 357]
wanted-ad: [14, 53, 242, 75]
price-row: [924, 264, 1102, 272]
wanted-ad-text: WANTED Known. The largest Stock of Drapery, Millinery, Clothing Boots, &c., in town. A. and T. INGLIS.: [14, 137, 242, 154]
suit-row-price: from 7s 6d: [706, 213, 737, 222]
suit-row-label: Boy's Knickerbocker Suits, neatly trimmed for little boys: [384, 148, 545, 157]
shirt-row: [384, 354, 737, 362]
wanted-ad-2: [251, 53, 379, 132]
